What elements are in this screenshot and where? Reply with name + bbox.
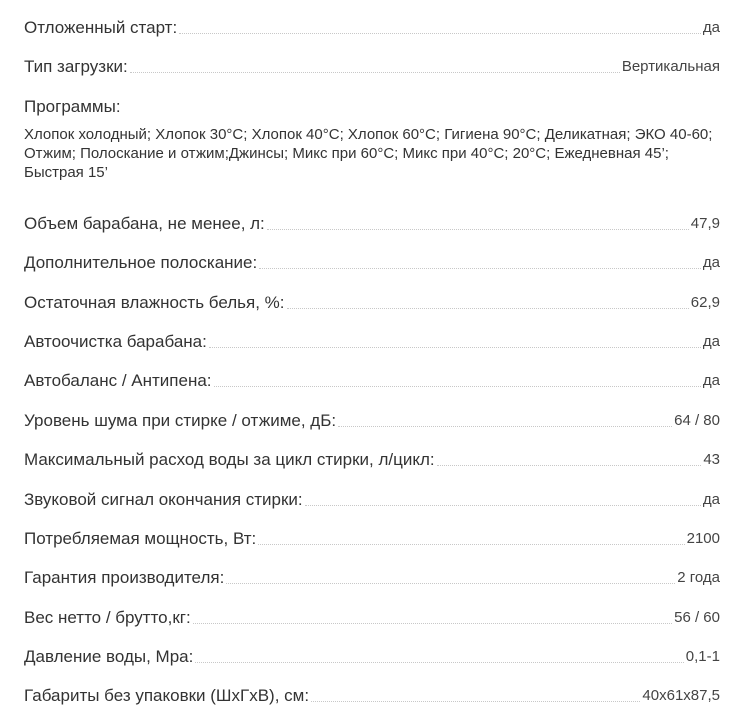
dotted-leader bbox=[437, 464, 702, 466]
spec-row-noise-level bbox=[24, 393, 720, 432]
spec-row-extra-rinse bbox=[24, 236, 720, 275]
spec-value: 40x61x87,5 bbox=[642, 687, 720, 705]
spec-row-warranty bbox=[24, 551, 720, 590]
spec-value: 0,1-1 bbox=[685, 648, 720, 666]
spec-label: Гарантия производителя: bbox=[24, 568, 225, 588]
spec-value: Вертикальная bbox=[621, 58, 720, 76]
spec-value: да bbox=[702, 490, 720, 508]
spec-row-water-consumption bbox=[24, 433, 720, 472]
spec-label: Автобаланс / Антипена: bbox=[24, 371, 212, 391]
dotted-leader bbox=[193, 622, 672, 624]
dotted-leader bbox=[226, 582, 675, 584]
dotted-leader bbox=[195, 661, 683, 663]
dotted-leader bbox=[259, 267, 701, 269]
spec-value: 47,9 bbox=[690, 214, 720, 232]
dotted-leader bbox=[305, 504, 701, 506]
dotted-leader bbox=[338, 425, 672, 427]
spec-value: 2 года bbox=[677, 569, 720, 587]
dotted-leader bbox=[179, 32, 701, 34]
spec-row-water-pressure bbox=[24, 630, 720, 669]
spec-value: да bbox=[702, 19, 720, 36]
spec-row-drum-volume bbox=[24, 196, 720, 235]
spec-row-delayed-start bbox=[24, 0, 720, 40]
dotted-leader bbox=[214, 385, 701, 387]
spec-value: 43 bbox=[703, 451, 720, 469]
spec-label: Давление воды, Мра: bbox=[24, 647, 194, 667]
spec-row-power bbox=[24, 512, 720, 551]
spec-label: Звуковой сигнал окончания стирки: bbox=[24, 489, 303, 509]
spec-programs bbox=[24, 79, 720, 196]
dotted-leader bbox=[130, 71, 620, 73]
spec-row-dimensions bbox=[24, 669, 720, 708]
spec-label: Потребляемая мощность, Вт: bbox=[24, 528, 257, 548]
programs-label: Программы: bbox=[24, 97, 121, 117]
dotted-leader bbox=[267, 228, 689, 230]
spec-label: Уровень шума при стирке / отжиме, дБ: bbox=[24, 410, 337, 430]
spec-value: да bbox=[702, 372, 720, 390]
spec-row-weight bbox=[24, 590, 720, 629]
spec-label: Вес нетто / брутто,кг: bbox=[24, 607, 191, 627]
dotted-leader bbox=[311, 700, 640, 702]
spec-row-residual-moisture bbox=[24, 275, 720, 314]
spec-label: Автоочистка барабана: bbox=[24, 331, 207, 351]
spec-label: Остаточная влажность белья, %: bbox=[24, 292, 285, 312]
spec-value: 56 / 60 bbox=[674, 608, 720, 626]
spec-label: Тип загрузки: bbox=[24, 57, 128, 77]
spec-value: 64 / 80 bbox=[674, 411, 720, 429]
spec-row-autobalance bbox=[24, 354, 720, 393]
spec-label: Объем барабана, не менее, л: bbox=[24, 213, 265, 233]
spec-label: Дополнительное полоскание: bbox=[24, 253, 258, 273]
spec-row-drum-autoclean bbox=[24, 315, 720, 354]
spec-row-load-type bbox=[24, 40, 720, 79]
spec-row-end-signal bbox=[24, 472, 720, 511]
dotted-leader bbox=[287, 307, 689, 309]
dotted-leader bbox=[258, 543, 684, 545]
programs-list-text: Хлопок холодный; Хлопок 30°C; Хлопок 40°C; Хлопок 60°C; Гигиена 90°C; Деликатная; ЭКО 40-60; Отжим; Полоскание и отжим;Джинсы; Микс при 60°C; Микс при 40°C; 20°C; Ежедневная 45’; Быстрая 15’ bbox=[24, 126, 713, 182]
spec-value: 2100 bbox=[686, 529, 720, 547]
spec-label: Габариты без упаковки (ШхГхВ), см: bbox=[24, 686, 310, 706]
spec-label: Максимальный расход воды за цикл стирки, л/цикл: bbox=[24, 450, 435, 470]
spec-value: да bbox=[702, 332, 720, 350]
dotted-leader bbox=[209, 346, 701, 348]
spec-label: Отложенный старт: bbox=[24, 18, 178, 37]
spec-value: 62,9 bbox=[690, 293, 720, 311]
spec-value: да bbox=[702, 254, 720, 272]
